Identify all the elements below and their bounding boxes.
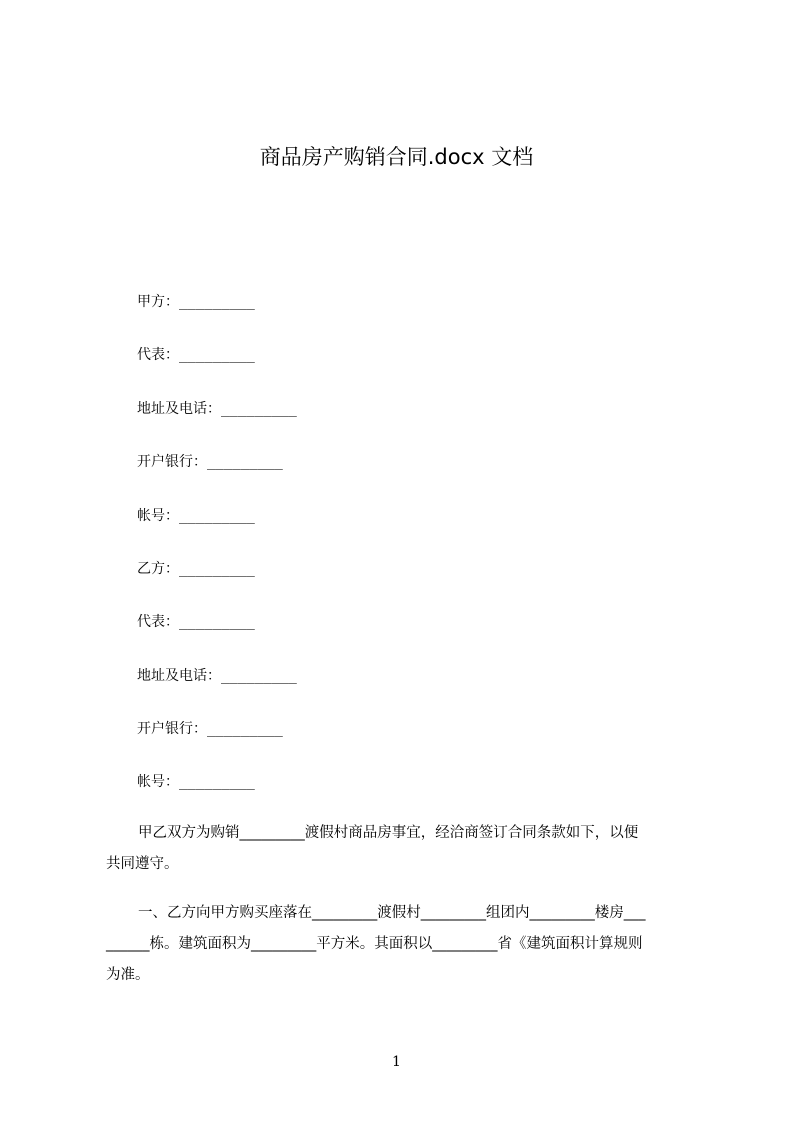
field-label: 帐号： (137, 774, 179, 790)
document-title: 商品房产购销合同.docx 文档 (259, 145, 534, 169)
field-label: 开户银行： (137, 454, 207, 470)
field-blank: _________ (221, 668, 297, 684)
field-blank: _________ (179, 614, 255, 630)
field-label: 代表： (137, 614, 179, 630)
paragraph-line: 为准。 (106, 967, 150, 983)
field-blank: _________ (179, 508, 255, 524)
paragraph-line: 一、乙方向甲方购买座落在_________渡假村_________组团内_________楼房___ (138, 905, 646, 921)
party-a-address-field (137, 398, 297, 420)
party-a-field (137, 291, 255, 313)
field-label: 代表： (137, 347, 179, 363)
page-number: 1 (392, 1054, 401, 1070)
field-blank: _________ (221, 401, 297, 417)
field-label: 开户银行： (137, 721, 207, 737)
intro-paragraph (106, 818, 706, 880)
field-blank: _________ (179, 294, 255, 310)
field-label: 乙方： (137, 561, 179, 577)
paragraph-line: 共同遵守。 (106, 856, 179, 872)
field-blank: _________ (179, 774, 255, 790)
field-blank: _________ (207, 454, 283, 470)
paragraph-line: ______栋。建筑面积为_________平方米。其面积以_________省《建筑面积计算规则 (106, 936, 643, 952)
party-b-bank-field (137, 718, 283, 740)
party-a-representative-field (137, 344, 255, 366)
field-blank: _________ (179, 561, 255, 577)
field-label: 帐号： (137, 508, 179, 524)
paragraph-line: 甲乙双方为购销_________渡假村商品房事宜，经洽商签订合同条款如下，以便 (138, 825, 639, 841)
party-b-address-field (137, 665, 297, 687)
field-blank: _________ (207, 721, 283, 737)
field-label: 地址及电话： (137, 401, 221, 417)
party-b-account-field (137, 771, 255, 793)
field-label: 甲方： (137, 294, 179, 310)
field-blank: _________ (179, 347, 255, 363)
clause-one-paragraph (106, 898, 706, 991)
field-label: 地址及电话： (137, 668, 221, 684)
party-a-bank-field (137, 451, 283, 473)
party-b-representative-field (137, 611, 255, 633)
party-b-field (137, 558, 255, 580)
party-a-account-field (137, 505, 255, 527)
